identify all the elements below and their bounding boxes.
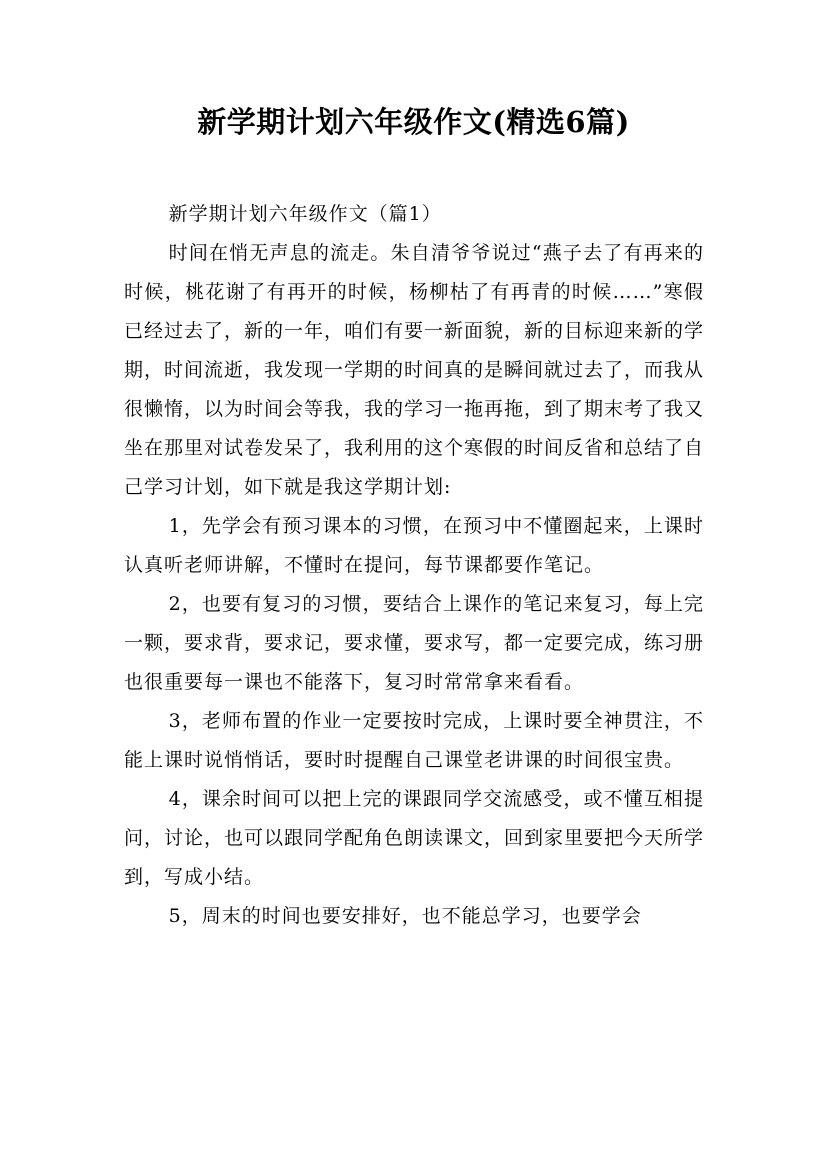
paragraph-item-1: 1，先学会有预习课本的习惯，在预习中不懂圈起来，上课时认真听老师讲解，不懂时在提问，每节课都要作笔记。 xyxy=(124,515,704,576)
section-heading: 新学期计划六年级作文（篇1） xyxy=(168,203,442,225)
paragraph-item-2: 2，也要有复习的习惯，要结合上课作的笔记来复习，每上完一颗，要求背，要求记，要求懂，要求写，都一定要完成，练习册也很重要每一课也不能落下，复习时常常拿来看看。 xyxy=(124,593,705,693)
document-body xyxy=(124,195,704,936)
paragraph-item-3: 3，老师布置的作业一定要按时完成，上课时要全神贯注，不能上课时说悄悄话，要时时提醒自己课堂老讲课的时间很宝贵。 xyxy=(124,710,704,771)
paragraph-item-4: 4，课余时间可以把上完的课跟同学交流感受，或不懂互相提问，讨论，也可以跟同学配角色朗读课文，回到家里要把今天所学到，写成小结。 xyxy=(124,788,705,888)
document-title: 新学期计划六年级作文(精选6篇) xyxy=(197,105,630,139)
paragraph-item-5: 5，周末的时间也要安排好，也不能总学习，也要学会 xyxy=(168,905,642,927)
paragraph-intro: 时间在悄无声息的流走。朱自清爷爷说过“燕子去了有再来的时候，桃花谢了有再开的时候，杨柳枯了有再青的时候……”寒假已经过去了，新的一年，咱们有要一新面貌，新的目标迎来新的学期，时间流逝，我发现一学期的时间真的是瞬间就过去了，而我从很懒惰，以为时间会等我，我的学习一拖再拖，到了期末考了我又坐在那里对试卷发呆了，我利用的这个寒假的时间反省和总结了自己学习计划，如下就是我这学期计划: xyxy=(124,242,705,498)
